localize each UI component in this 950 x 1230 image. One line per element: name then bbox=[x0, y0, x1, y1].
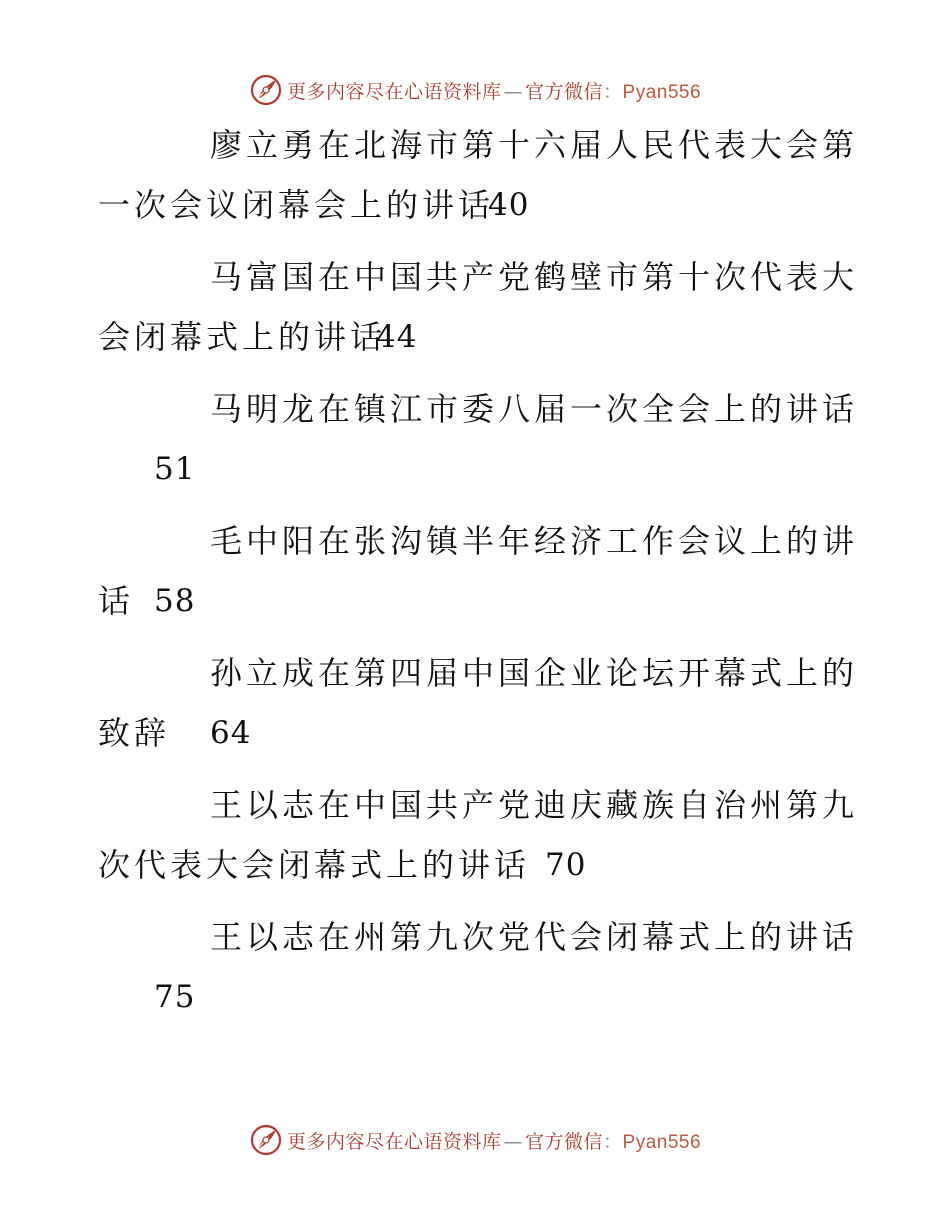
toc-list bbox=[0, 115, 950, 1039]
toc-entry-title-line1: 王以志在州第九次党代会闭幕式上的讲话 bbox=[210, 918, 859, 956]
banner-wechat-label: 官方微信 bbox=[524, 80, 603, 103]
footer-banner bbox=[0, 1120, 950, 1160]
toc-entry-title-line2: 话 bbox=[98, 582, 135, 620]
toc-entry-title-line1: 马富国在中国共产党鹤壁市第十次代表大 bbox=[210, 258, 859, 296]
toc-entry-page-number: 40 bbox=[488, 187, 530, 223]
toc-entry-title-line1: 马明龙在镇江市委八届一次全会上的讲话 bbox=[210, 390, 859, 428]
banner-wechat-id: Pyan556 bbox=[622, 81, 702, 103]
banner-slogan: 更多内容尽在心语资料库 bbox=[286, 1130, 502, 1153]
banner-text-group bbox=[287, 77, 701, 104]
toc-entry-title-line1: 孙立成在第四届中国企业论坛开幕式上的 bbox=[210, 654, 859, 692]
toc-entry-title-line1: 王以志在中国共产党迪庆藏族自治州第九 bbox=[210, 786, 859, 824]
toc-entry-page-number: 51 bbox=[154, 451, 196, 487]
toc-entry bbox=[0, 511, 950, 643]
toc-entry-page-number: 58 bbox=[154, 583, 196, 619]
toc-entry-page-number: 75 bbox=[154, 979, 196, 1015]
banner-separator: ： bbox=[603, 80, 623, 103]
toc-entry-title-line2: 次代表大会闭幕式上的讲话 bbox=[98, 846, 531, 884]
toc-entry-page-number: 44 bbox=[376, 319, 418, 355]
toc-entry bbox=[0, 379, 950, 511]
banner-dash: — bbox=[503, 1130, 523, 1153]
toc-entry-page-number: 64 bbox=[210, 715, 252, 751]
toc-entry-title-line1: 毛中阳在张沟镇半年经济工作会议上的讲 bbox=[210, 522, 859, 560]
toc-entry-title-line1: 廖立勇在北海市第十六届人民代表大会第 bbox=[210, 126, 859, 164]
header-banner bbox=[0, 70, 950, 110]
toc-entry-title-line2: 会闭幕式上的讲话 bbox=[98, 318, 387, 356]
toc-entry-page-number: 70 bbox=[545, 847, 587, 883]
toc-entry-title-line2: 一次会议闭幕会上的讲话 bbox=[98, 186, 495, 224]
banner-wechat-id: Pyan556 bbox=[622, 1131, 702, 1153]
toc-entry bbox=[0, 643, 950, 775]
banner-slogan: 更多内容尽在心语资料库 bbox=[286, 80, 502, 103]
feather-pen-logo-icon bbox=[249, 1123, 283, 1157]
banner-text-group bbox=[287, 1127, 701, 1154]
feather-pen-logo-icon bbox=[249, 73, 283, 107]
banner-separator: ： bbox=[603, 1130, 623, 1153]
toc-entry bbox=[0, 907, 950, 1039]
toc-entry bbox=[0, 775, 950, 907]
toc-entry bbox=[0, 247, 950, 379]
toc-entry bbox=[0, 115, 950, 247]
banner-wechat-label: 官方微信 bbox=[524, 1130, 603, 1153]
toc-entry-title-line2: 致辞 bbox=[98, 714, 171, 752]
banner-dash: — bbox=[503, 80, 523, 103]
